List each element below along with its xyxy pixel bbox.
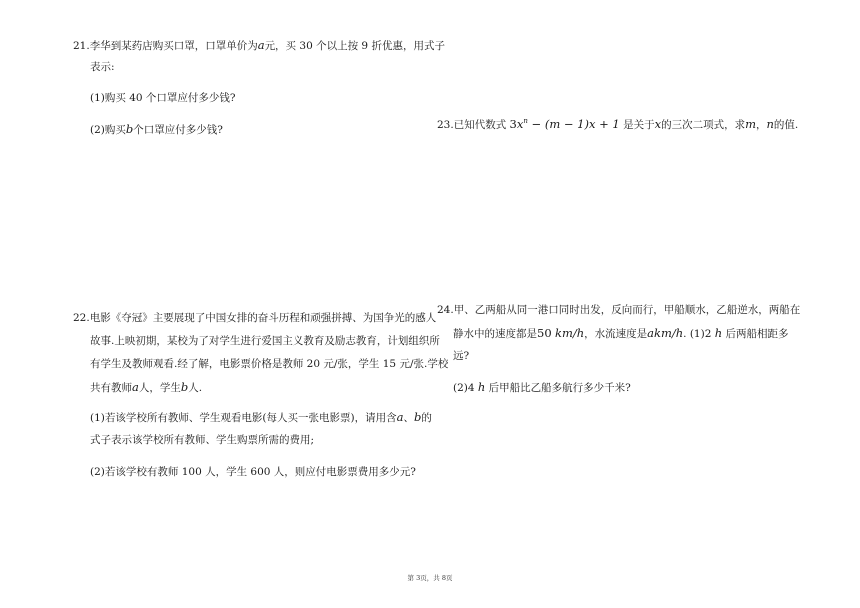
q24-line2: 静水中的速度都是50 km/h，水流速度是akm/h. (1)2 h 后两船相距多 <box>453 326 789 340</box>
q23-line1: 23.已知代数式 $3x^n - (m - 1)x + 1$ 是关于x的三次二项式，求m，n的值. <box>437 116 799 131</box>
q22-line1: 22.电影《夺冠》主要展现了中国女排的奋斗历程和顽强拼搏、为国争光的感人 <box>73 312 437 324</box>
var-b: b <box>125 122 134 136</box>
q23-expression: $3x^n - (m - 1)x + 1$ <box>509 116 620 131</box>
q22-sub1-line2: 式子表示该学校所有教师、学生购票所需的费用; <box>90 434 315 446</box>
q21-line2: 表示: <box>90 61 115 73</box>
q23-number: 23. <box>437 118 454 131</box>
q21-number: 21. <box>73 40 90 52</box>
q22-sub1: (1)若该学校所有教师、学生观看电影(每人买一张电影票)，请用含a、b的 <box>90 410 432 424</box>
q22-line3: 有学生及教师观看.经了解，电影票价格是教师 20 元/张，学生 15 元/张.学校 <box>90 358 449 370</box>
q22-line4: 共有教师a人，学生b人. <box>90 380 203 394</box>
q21-sub2: (2)购买b个口罩应付多少钱? <box>90 122 223 136</box>
q24-line1: 24.甲、乙两船从同一港口同时出发，反向而行，甲船顺水，乙船逆水，两船在 <box>437 304 801 316</box>
var-a: a <box>257 38 265 52</box>
q22-sub2: (2)若该学校有教师 100 人，学生 600 人，则应付电影票费用多少元? <box>90 466 416 478</box>
q22-line2: 故事.上映初期，某校为了对学生进行爱国主义教育及励志教育，计划组织所 <box>90 335 440 347</box>
q21-line1: 21.李华到某药店购买口罩，口罩单价为a元，买 30 个以上按 9 折优惠，用式子 <box>73 38 445 52</box>
page-footer: 第 3页，共 8页 <box>407 574 453 582</box>
q24-sub2: (2)4 h 后甲船比乙船多航行多少千米? <box>453 380 631 394</box>
q21-sub1: (1)购买 40 个口罩应付多少钱? <box>90 92 236 104</box>
q22-number: 22. <box>73 312 90 324</box>
q24-number: 24. <box>437 304 454 316</box>
q24-line3: 远? <box>453 350 470 362</box>
